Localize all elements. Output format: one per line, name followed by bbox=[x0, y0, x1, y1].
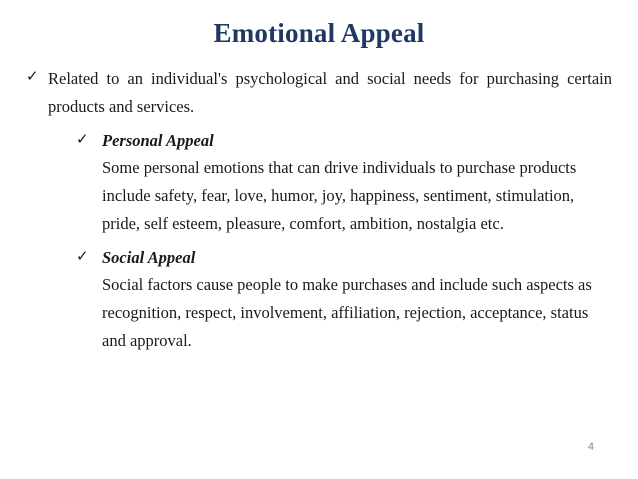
page-number: 4 bbox=[587, 441, 594, 453]
slide-content bbox=[0, 65, 638, 355]
subsection-heading-row bbox=[76, 244, 616, 271]
main-bullet-text: Related to an individual's psychological and social needs for purchasing certain products and services. bbox=[48, 69, 612, 116]
subsection-body bbox=[76, 271, 616, 355]
subsection-heading: Personal Appeal bbox=[102, 131, 214, 150]
subsection-body bbox=[76, 154, 616, 238]
subsection-body-text: Some personal emotions that can drive individuals to purchase products include safety, fear, love, humor, joy, happiness, sentiment, stimulation, pride, self esteem, pleasure, comfort, ambition, nostalgia etc. bbox=[102, 158, 577, 233]
subsection-body-text: Social factors cause people to make purchases and include such aspects as recognition, respect, involvement, affiliation, rejection, acceptance, status and approval. bbox=[102, 275, 592, 350]
subsection-heading-row bbox=[76, 127, 616, 154]
main-bullet-item bbox=[24, 65, 616, 121]
page-title: Emotional Appeal bbox=[213, 18, 425, 48]
subsection-social-appeal bbox=[24, 244, 616, 355]
checkmark-icon: ✓ bbox=[76, 249, 89, 265]
checkmark-icon: ✓ bbox=[76, 132, 89, 148]
subsection-heading: Social Appeal bbox=[102, 248, 196, 267]
subsection-personal-appeal bbox=[24, 127, 616, 238]
checkmark-icon: ✓ bbox=[26, 69, 39, 85]
